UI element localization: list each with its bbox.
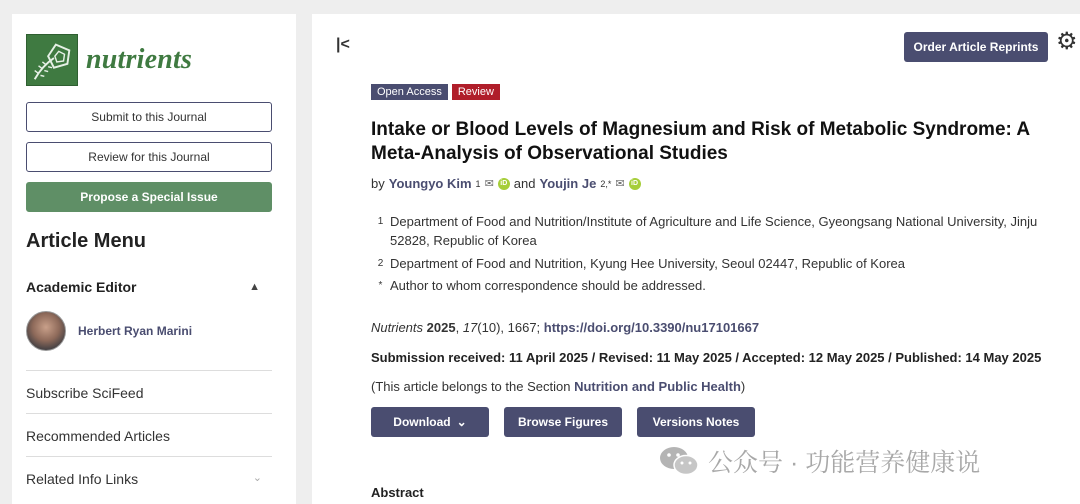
author-affil-sup: 2,* [600,178,612,189]
journal-logo[interactable] [26,34,192,86]
mail-icon[interactable]: ✉ [615,178,625,190]
author-affil-sup: 1 [475,178,481,189]
editor-name[interactable]: Herbert Ryan Marini [78,324,193,338]
publication-dates: Submission received: 11 April 2025 / Revised: 11 May 2025 / Accepted: 12 May 2025 / Published: 14 May 2025 [371,350,1042,365]
affiliation-item [371,276,1051,295]
review-badge: Review [452,84,500,100]
by-label: by [371,176,385,191]
sidebar-item-label: Subscribe SciFeed [26,385,144,401]
abstract-heading: Abstract [371,485,424,500]
journal-name: nutrients [86,44,193,75]
author-line [371,176,641,191]
affiliation-marker: * [378,280,383,291]
propose-special-issue-button[interactable]: Propose a Special Issue [26,182,272,212]
editor-entry[interactable] [26,311,192,351]
sidebar-item-subscribe-scifeed[interactable] [26,370,272,414]
doi-link[interactable]: https://doi.org/10.3390/nu17101667 [543,320,760,335]
article-panel [312,14,1080,504]
affiliation-text: Author to whom correspondence should be addressed. [390,278,706,293]
chevron-down-icon: ⌄ [456,415,467,429]
nutrients-logo-icon [26,34,78,86]
section-suffix: ) [740,379,746,394]
academic-editor-toggle[interactable] [26,279,260,295]
avatar [26,311,66,351]
affiliation-marker: 2 [377,258,384,269]
citation-volume: 17 [462,320,478,335]
review-for-journal-button[interactable]: Review for this Journal [26,142,272,172]
sidebar [12,14,296,504]
citation-line [371,320,759,335]
versions-notes-button[interactable]: Versions Notes [637,407,755,437]
collapse-sidebar-icon[interactable]: |< [336,36,350,53]
sidebar-item-label: Recommended Articles [26,428,170,444]
affiliation-item [371,254,1051,273]
download-label: Download [393,415,451,429]
affiliation-marker: 1 [377,216,384,227]
article-badges [371,84,500,100]
watermark-text: 公众号 · 功能营养健康说 [708,449,981,477]
academic-editor-label: Academic Editor [26,279,137,295]
affiliation-text: Department of Food and Nutrition/Institute of Agriculture and Life Science, Gyeongsang National University, Jinju 52828, Republic of Korea [390,214,1038,248]
sidebar-item-recommended-articles[interactable] [26,413,272,457]
gear-icon[interactable]: ⚙ [1056,28,1078,55]
citation-sep: , [455,320,463,335]
author-name-link[interactable]: Youjin Je [539,176,597,191]
open-access-badge: Open Access [371,84,448,100]
watermark [658,443,980,479]
chevron-up-icon: ▲ [249,281,260,293]
mail-icon[interactable]: ✉ [484,178,494,190]
download-button[interactable] [371,407,489,437]
section-line [371,379,745,394]
section-link[interactable]: Nutrition and Public Health [574,379,741,394]
orcid-icon[interactable]: iD [629,178,641,190]
article-title: Intake or Blood Levels of Magnesium and Risk of Metabolic Syndrome: A Meta-Analysis of Observational Studies [371,119,1030,164]
affiliation-item [371,212,1051,250]
and-label: and [513,176,536,191]
orcid-icon[interactable]: iD [498,178,510,190]
chevron-down-icon: ⌄ [252,472,262,484]
sidebar-item-related-info-links[interactable] [26,456,272,500]
wechat-icon [658,444,700,478]
citation-rest: (10), 1667; [477,320,544,335]
citation-year: 2025 [426,320,456,335]
author-name-link[interactable]: Youngyo Kim [388,176,472,191]
article-menu-title: Article Menu [26,230,147,252]
section-prefix: (This article belongs to the Section [371,379,575,394]
browse-figures-button[interactable]: Browse Figures [504,407,622,437]
submit-to-journal-button[interactable]: Submit to this Journal [26,102,272,132]
affiliation-text: Department of Food and Nutrition, Kyung Hee University, Seoul 02447, Republic of Korea [390,256,905,271]
citation-journal: Nutrients [371,320,424,335]
sidebar-item-label: Related Info Links [26,471,139,487]
order-reprints-button[interactable]: Order Article Reprints [904,32,1048,62]
